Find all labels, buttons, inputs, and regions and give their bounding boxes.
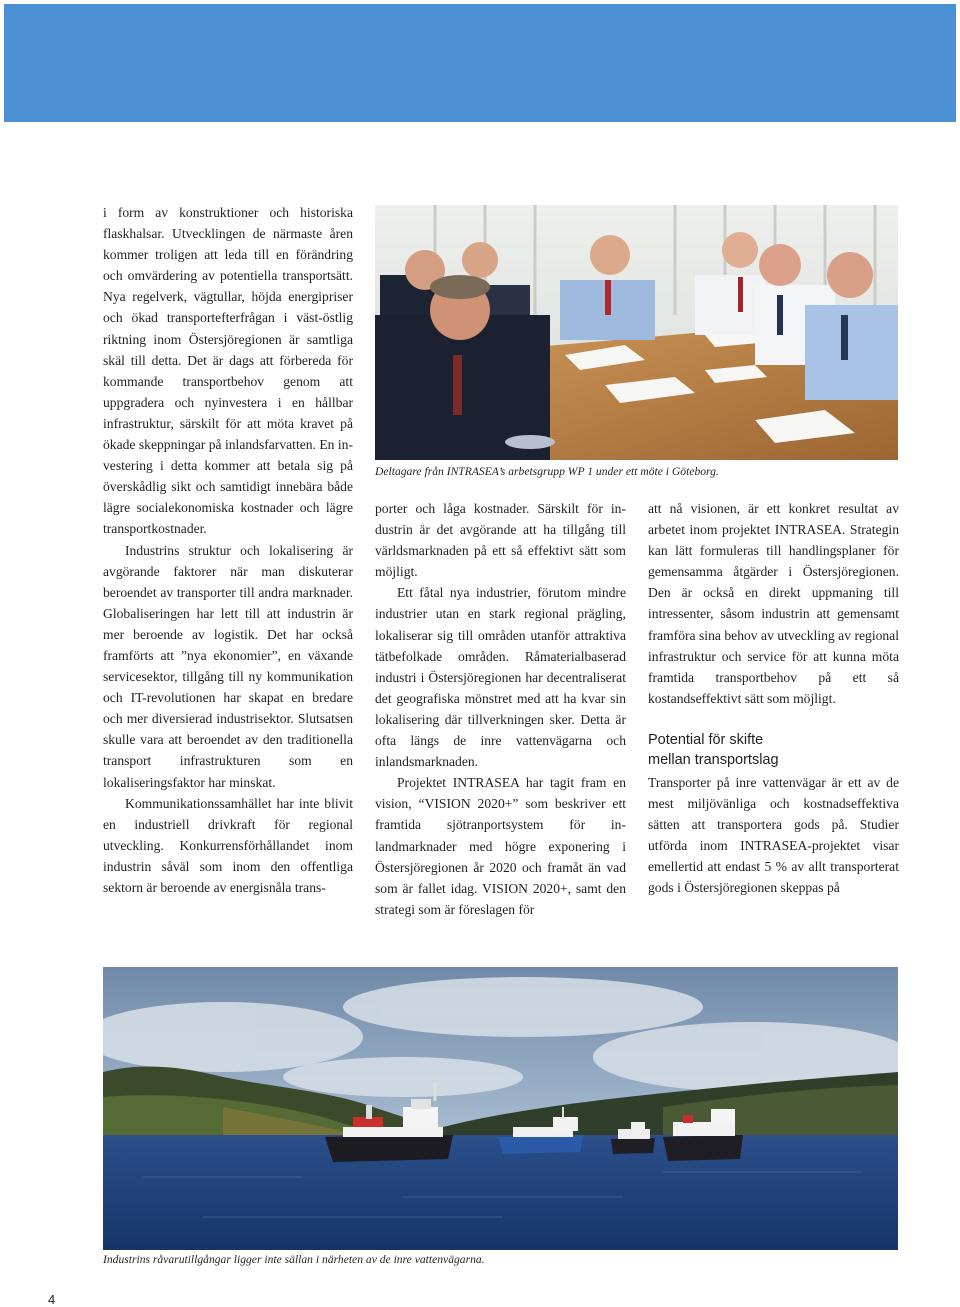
text-column-2 [375,498,626,920]
ships-photo [103,967,898,1250]
paragraph: Projektet INTRASEA har tagit fram en vision, “VISION 2020+” som beskriver ett framtida sjötranportsystem för inlandmarknader med högre exponering i Östersjöregionen år 2020 och framåt än vad som är fallet idag. VISION 2020+, samt den strategi som är föreslagen för [375,775,626,917]
meeting-photo [375,205,898,460]
paragraph: porter och låga kostnader. Särskilt för industrin är det avgörande att ha tillgång till världsmarknaden på ett så effektivt sätt som möjligt. [375,501,626,580]
section-heading-line: mellan transportslag [648,751,779,768]
section-heading [648,730,899,770]
photo-caption: Deltagare från INTRASEA’s arbetsgrupp WP 1 under ett möte i Göteborg. [375,465,719,478]
paragraph: att nå visionen, är ett konkret resultat av arbetet inom projektet INTRASEA. Strategin kan lätt formuleras till handlingsplaner för gemensamma åtgärder i Östersjöregionen. Den är också en direkt uppmaning till intressenter, såsom industrin att gemensamt framföra sina behov av utveckling av regional infrastruktur och service för att kunna möta framtida transportbehov på ett så kostandseffektivt sätt som möjligt. [648,501,899,706]
paragraph: Industrins struktur och lokalisering är avgörande faktorer när man diskuterar beroendet av transporter till andra marknader. Globaliseringen har lett till att industrin är mer beroende av logistik. Det har också framförts att ”nya ekonomier”, en växande servicesektor, tillgång till ny kommunikation och IT-revolutionen har skapat en bredare och mer diversierad industrisektor. Slutsatsen skulle vara att beroendet av den traditionella transport infrastrukturen som en lokaliseringsfaktor har minskat. [103,542,353,790]
paragraph: Kommunikationssamhället har inte blivit en industriell drivkraft för regional utveckling. Konkurrensförhållandet inom industrin såväl som inom den offentliga sektorn är beroende av energisnåla trans- [103,795,353,895]
text-column-1 [103,202,353,898]
paragraph: Transporter på inre vattenvägar är ett av de mest miljövänliga och kostnadseffektiva sätten att transportera gods på. Studier utförda inom INTRASEA-projektet visar emellertid att endast 5 % av allt transporterat gods i Östersjöregionen skeppas på [648,774,899,896]
paragraph: Ett fåtal nya industrier, förutom mindre industrier utan en stark regional prägling, lokaliserar sig till områden utanför attraktiva tätbefolkade områden. Råmaterialbaserad industri i Östersjöregionen har decentraliserat det geografiska mönstret med att ha kvar sin lokalisering där tillverkningen sker. Detta är ofta längs de inre vattenvägarna och inlandsmarknaden. [375,585,626,770]
photo-caption: Industrins råvarutillgångar ligger inte sällan i närheten av de inre vattenvägarna. [103,1253,485,1266]
text-column-3 [648,498,899,899]
header-banner [4,4,956,122]
paragraph: i form av konstruktioner och historiska flaskhalsar. Utvecklingen de närmaste åren kommer troligen att leda till en förändring och omvärdering av potentiella transportsätt. Nya regelverk, vägtullar, höjda energipriser och ökad transportefterfrågan i väst-östlig riktning inom Östersjöregionen är samtliga skäl till detta. Det är dags att förbereda för kommande transportbehov genom att uppgradera och nyinvestera i en hållbar infrastruktur, särskilt för att möta kravet på ökade skeppningar på inlandsfarvatten. En investering i detta kommer att betala sig på överskådlig sikt och samtidigt innebära både lägre socialekonomiska kostnader och lägre transportkostnader. [103,205,353,537]
page-number: 4 [48,1292,56,1307]
section-heading-line: Potential för skifte [648,731,764,748]
